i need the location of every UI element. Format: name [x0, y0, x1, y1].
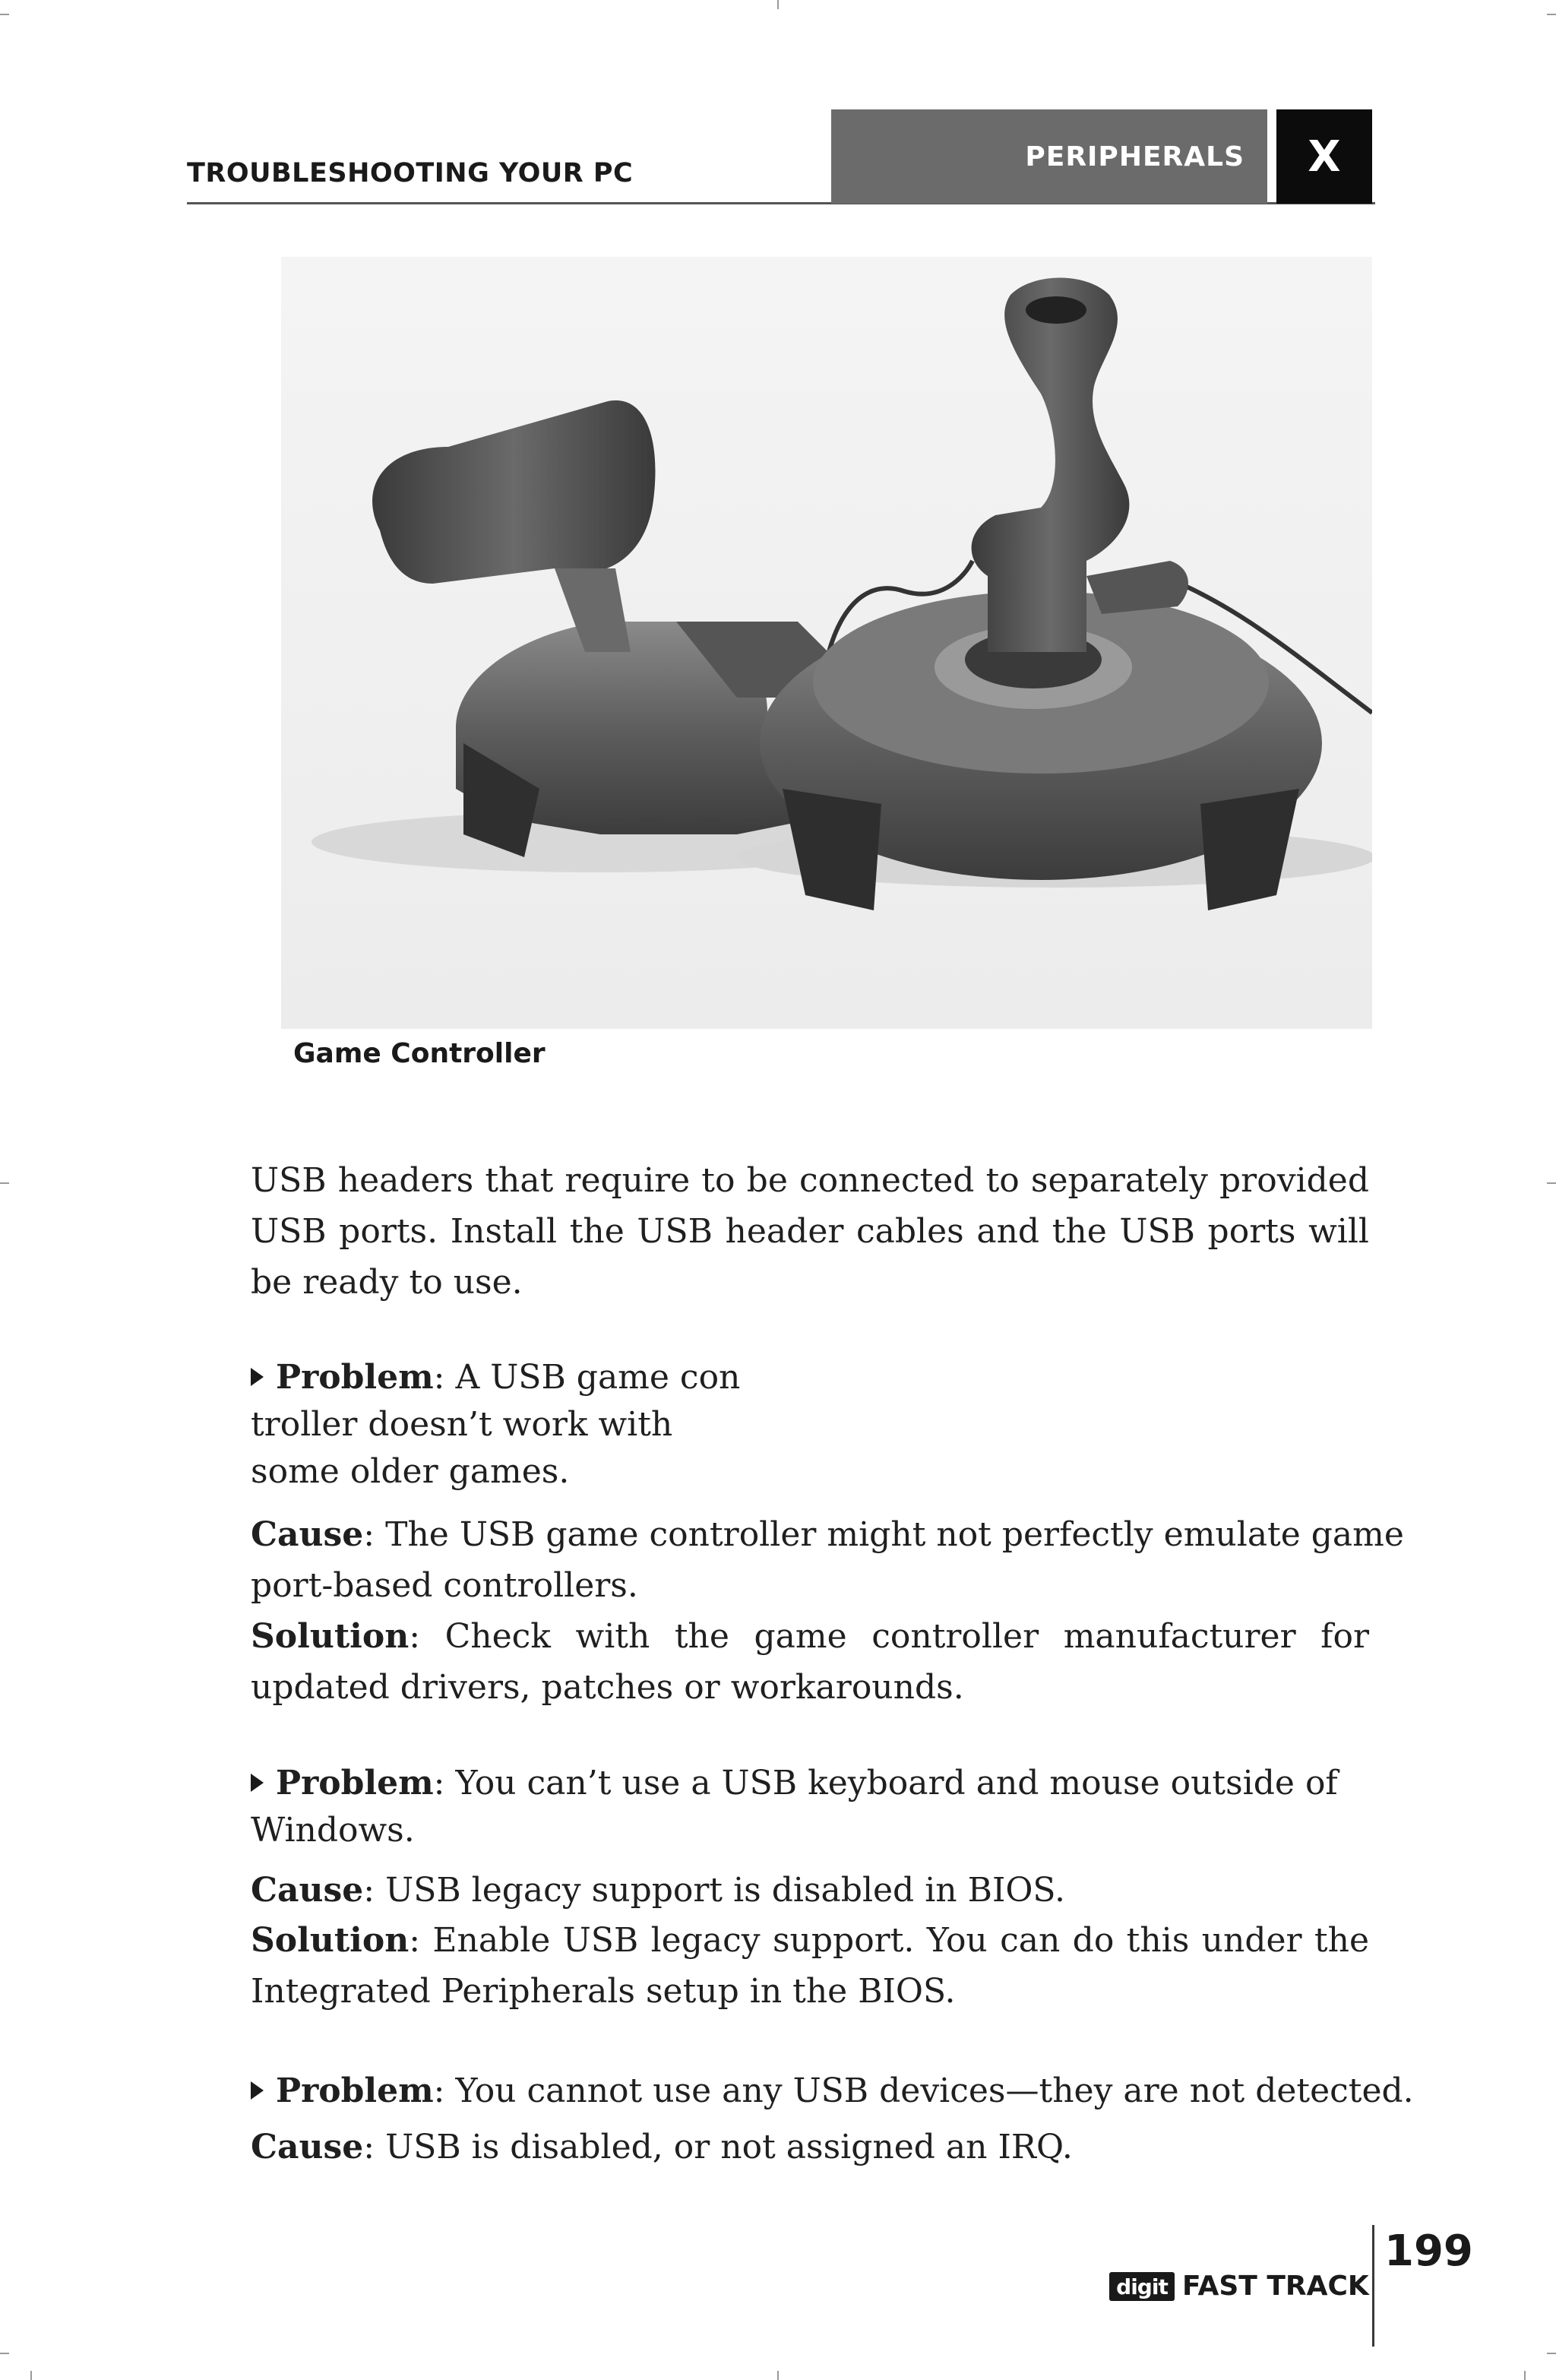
solution-block	[251, 1915, 1369, 2017]
cause-text: : USB is disabled, or not assigned an IRQ.	[363, 2128, 1073, 2166]
solution-text: Integrated Peripherals setup in the BIOS.	[251, 1972, 956, 2011]
cause-label: Cause	[251, 1871, 364, 1910]
problem-text: : A USB game con	[433, 1358, 741, 1397]
crop-mark	[30, 2371, 32, 2380]
game-controller-photo	[281, 257, 1372, 1029]
cause-text: : USB legacy support is disabled in BIOS.	[363, 1871, 1065, 1910]
solution-text: updated drivers, patches or workarounds.	[251, 1668, 964, 1707]
problem-text: : You can’t use a USB keyboard and mouse outside of	[433, 1764, 1338, 1802]
problem-line	[251, 1354, 1369, 1401]
cause-text: : The USB game controller might not perfectly emulate game	[363, 1515, 1404, 1554]
problem-text: Windows.	[251, 1811, 415, 1850]
bullet-arrow-icon	[251, 1774, 264, 1792]
intro-line: USB headers that require to be connected to separately provided	[251, 1161, 1369, 1200]
cause-block	[251, 2122, 1369, 2173]
problem-label: Problem	[276, 2071, 434, 2110]
intro-paragraph	[251, 1155, 1369, 1308]
intro-line: be ready to use.	[251, 1263, 523, 1302]
footer-rule	[1372, 2225, 1374, 2347]
crop-mark	[0, 2353, 9, 2354]
page-number: 199	[1384, 2227, 1473, 2276]
cause-label: Cause	[251, 1515, 364, 1554]
problem-text: troller doesn’t work with	[251, 1405, 673, 1444]
crop-mark	[1547, 1182, 1556, 1184]
problem-block	[251, 2065, 1414, 2116]
cause-line	[251, 2122, 1369, 2173]
bullet-arrow-icon	[251, 1368, 264, 1386]
solution-line	[251, 1611, 1369, 1662]
problem-label: Problem	[276, 1358, 434, 1397]
cause-line	[251, 1865, 1369, 1916]
solution-label: Solution	[251, 1921, 410, 1960]
crop-mark	[777, 0, 779, 9]
solution-text: : Check with the game controller manufacturer for	[409, 1617, 1369, 1656]
crop-mark	[777, 2371, 779, 2380]
cause-block	[251, 1509, 1404, 1611]
digit-logo: digit	[1109, 2272, 1175, 2301]
series-name: FAST TRACK	[1182, 2271, 1369, 2302]
solution-line	[251, 1915, 1369, 1966]
chapter-label: X	[1308, 131, 1341, 182]
problem-block	[251, 1354, 1369, 1495]
problem-line	[251, 1760, 1369, 1807]
section-tab	[831, 109, 1267, 204]
cause-line	[251, 1509, 1404, 1560]
chapter-marker	[1276, 109, 1372, 204]
cause-label: Cause	[251, 2128, 364, 2166]
crop-mark	[1547, 14, 1556, 15]
cause-text: port-based controllers.	[251, 1566, 638, 1605]
crop-mark	[1547, 2353, 1556, 2354]
solution-text: : Enable USB legacy support. You can do this under the	[409, 1921, 1369, 1960]
solution-block	[251, 1611, 1369, 1713]
crop-mark	[1524, 2371, 1526, 2380]
problem-label: Problem	[276, 1764, 434, 1802]
problem-text: : You cannot use any USB devices—they are not detected.	[433, 2071, 1414, 2110]
running-title: TROUBLESHOOTING YOUR PC	[187, 158, 634, 188]
cause-block	[251, 1865, 1369, 1916]
intro-line: USB ports. Install the USB header cables and the USB ports will	[251, 1212, 1369, 1251]
problem-text: some older games.	[251, 1452, 570, 1491]
section-label: PERIPHERALS	[1025, 141, 1244, 172]
problem-line	[251, 2065, 1414, 2116]
bullet-arrow-icon	[251, 2081, 264, 2100]
solution-label: Solution	[251, 1617, 410, 1656]
figure-caption: Game Controller	[293, 1038, 546, 1069]
crop-mark	[0, 1182, 9, 1184]
crop-mark	[0, 14, 9, 15]
problem-block	[251, 1760, 1369, 1854]
